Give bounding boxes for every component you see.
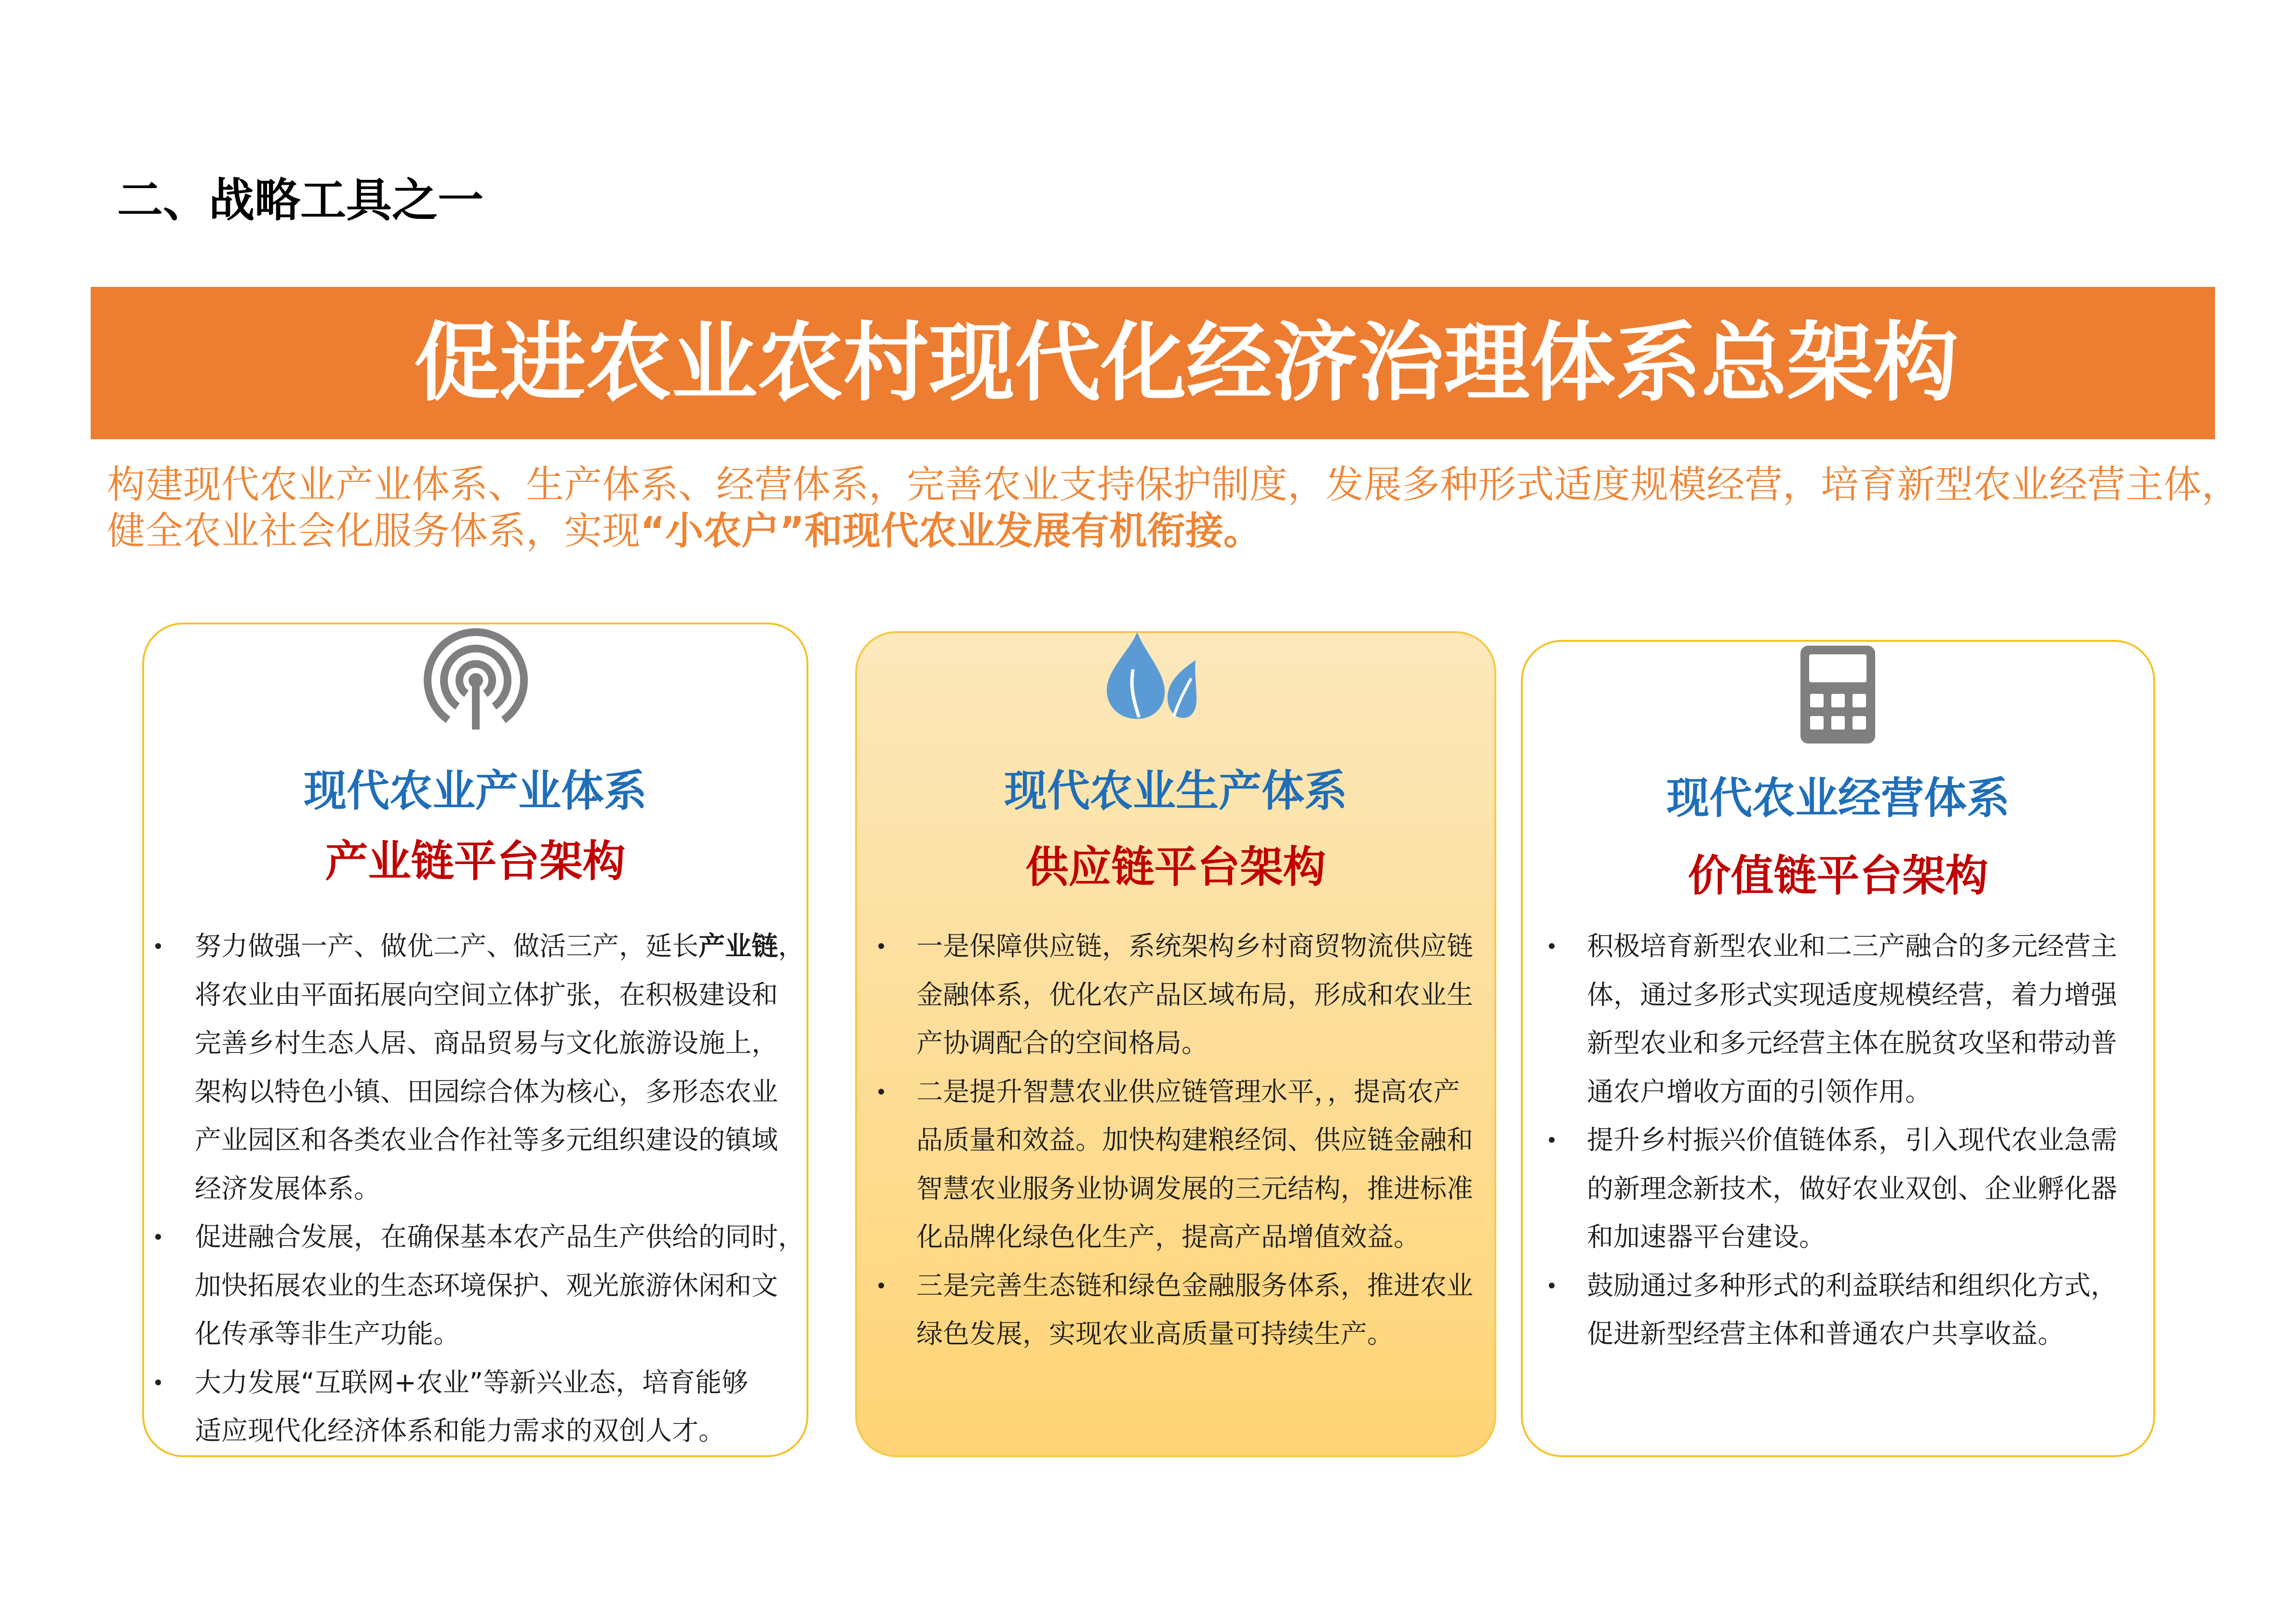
bullet-line: 架构以特色小镇、田园综合体为核心，多形态农业 [195, 1076, 779, 1107]
bullet-text: 一是保障供应链，系统架构乡村商贸物流供应链 [916, 931, 1474, 961]
bullet-item [857, 1068, 1494, 1261]
bullet-line: 产业园区和各类农业合作社等多元组织建设的镇域 [195, 1124, 779, 1155]
bullet-text: 鼓励通过多种形式的利益联结和组织化方式， [1587, 1270, 2118, 1301]
bullet-line: 智慧农业服务业协调发展的三元结构，推进标准 [916, 1173, 1474, 1204]
emphasis-text: 产业链 [698, 931, 779, 961]
card-operation-system [1521, 640, 2155, 1457]
bullet-line: 体，通过多形式实现适度规模经营，着力增强 [1587, 979, 2118, 1010]
card-title: 现代农业产业体系 [304, 766, 647, 816]
bullet-dot [155, 1380, 161, 1385]
bullet-list [857, 922, 1494, 1358]
card-subtitle: 供应链平台架构 [1025, 842, 1326, 892]
bullet-line [144, 1213, 806, 1261]
intro-line-text: 健全农业社会化服务体系，实现 [107, 509, 640, 553]
bullet-line [857, 1068, 1494, 1116]
bullet-item [1523, 1116, 2153, 1261]
bullet-dot [1549, 1137, 1555, 1143]
bullet-item [857, 922, 1494, 1068]
bullet-line: 金融体系，优化农产品区域布局，形成和农业生 [916, 979, 1474, 1010]
card-production-system [855, 631, 1496, 1457]
card-subtitle: 产业链平台架构 [325, 836, 626, 886]
bullet-item [144, 1213, 806, 1358]
bullet-line [857, 1261, 1494, 1310]
calculator-icon [1800, 646, 1875, 744]
bullet-line: 新型农业和多元经营主体在脱贫攻坚和带动普 [1587, 1028, 2118, 1058]
leaf-icon [1101, 631, 1197, 720]
bullet-line: 适应现代化经济体系和能力需求的双创人才。 [195, 1415, 725, 1446]
bullet-item [1523, 922, 2153, 1116]
bullet-item [1523, 1261, 2153, 1358]
bullet-line: 促进新型经营主体和普通农户共享收益。 [1587, 1318, 2065, 1349]
bullet-line: 产协调配合的空间格局。 [916, 1028, 1208, 1058]
bullet-line: 化传承等非生产功能。 [195, 1318, 460, 1349]
bullet-line [1523, 922, 2153, 971]
bullet-dot [878, 1089, 884, 1095]
bullet-item [144, 1358, 806, 1455]
bullet-line: 品质量和效益。加快构建粮经饲、供应链金融和 [916, 1124, 1474, 1155]
intro-line: 构建现代农业产业体系、生产体系、经营体系，完善农业支持保护制度，发展多种形式适度规模经营，培育新型农业经营主体， [107, 462, 2240, 507]
broadcast-icon [418, 626, 534, 730]
bullet-line: 化品牌化绿色化生产，提高产品增值效益。 [916, 1221, 1421, 1252]
bullet-line [144, 1358, 806, 1407]
bullet-item [857, 1261, 1494, 1358]
intro-text [107, 461, 2240, 554]
bullet-line: 和加速器平台建设。 [1587, 1221, 1826, 1252]
bullet-text: 三是完善生态链和绿色金融服务体系，推进农业 [916, 1270, 1474, 1301]
bullet-line: 将农业由平面拓展向空间立体扩张，在积极建设和 [195, 979, 779, 1010]
bullet-dot [1549, 943, 1555, 949]
title-banner [91, 287, 2215, 439]
bullet-line: 通农户增收方面的引领作用。 [1587, 1076, 1932, 1107]
bullet-line [1523, 1116, 2153, 1164]
banner-title: 促进农业农村现代化经济治理体系总架构 [414, 313, 1959, 413]
bullet-item [144, 922, 806, 1213]
bullet-line: 经济发展体系。 [195, 1173, 381, 1204]
bullet-text: 积极培育新型农业和二三产融合的多元经营主 [1587, 931, 2118, 961]
section-heading: 二、战略工具之一 [117, 174, 484, 227]
bullet-dot [878, 1283, 884, 1288]
bullet-line: 绿色发展，实现农业高质量可持续生产。 [916, 1318, 1394, 1349]
bullet-dot [878, 943, 884, 949]
bullet-text: 提升乡村振兴价值链体系，引入现代农业急需 [1587, 1124, 2118, 1155]
card-title: 现代农业生产体系 [1004, 766, 1347, 816]
card-title: 现代农业经营体系 [1666, 773, 2010, 823]
bullet-list [1523, 922, 2153, 1358]
card-industry-system [142, 623, 808, 1457]
bullet-text: 促进融合发展，在确保基本农产品生产供给的同时， [195, 1221, 805, 1252]
card-subtitle: 价值链平台架构 [1688, 851, 1988, 901]
bullet-line: 的新理念新技术，做好农业双创、企业孵化器 [1587, 1173, 2118, 1204]
bullet-text: 努力做强一产、做优二产、做活三产，延长 [195, 931, 699, 961]
bullet-line: 加快拓展农业的生态环境保护、观光旅游休闲和文 [195, 1270, 779, 1301]
bullet-list [144, 922, 806, 1455]
bullet-text: 二是提升智慧农业供应链管理水平，，提高农产 [916, 1076, 1460, 1107]
intro-emphasis: “小农户”和现代农业发展有机衔接。 [640, 509, 1262, 553]
bullet-line: 完善乡村生态人居、商品贸易与文化旅游设施上， [195, 1028, 779, 1058]
bullet-dot [1549, 1283, 1555, 1288]
bullet-line [144, 922, 806, 971]
bullet-text: ， [778, 931, 805, 961]
intro-line [107, 508, 2240, 554]
bullet-dot [155, 1234, 161, 1240]
bullet-line [857, 922, 1494, 971]
bullet-text: 大力发展“互联网+农业”等新兴业态，培育能够 [195, 1367, 749, 1398]
bullet-line [1523, 1261, 2153, 1310]
bullet-dot [155, 943, 161, 949]
